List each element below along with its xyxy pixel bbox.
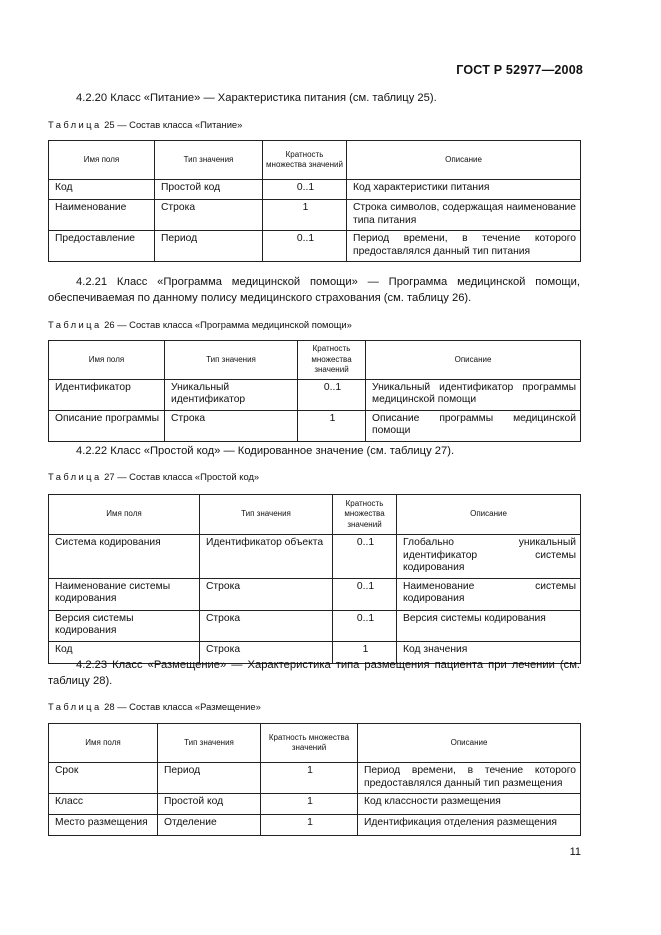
cell-mult: 1 <box>263 200 347 231</box>
cell-mult: 0..1 <box>263 180 347 200</box>
cell-type: Период <box>158 763 261 794</box>
cell-field: Класс <box>49 794 158 815</box>
cell-type: Простой код <box>155 180 263 200</box>
table-28-caption <box>48 701 261 712</box>
cell-field: Предоставление <box>49 231 155 262</box>
cell-mult: 1 <box>261 815 358 836</box>
cell-type: Строка <box>200 610 333 641</box>
column-header-type: Тип значения <box>155 141 263 180</box>
table-row <box>49 610 581 641</box>
table-row <box>49 578 581 610</box>
column-header-desc: Описание <box>347 141 581 180</box>
cell-mult: 1 <box>333 641 397 663</box>
table-header-row <box>49 341 581 380</box>
column-header-mult: Кратность множества значений <box>261 724 358 763</box>
column-header-desc: Описание <box>358 724 581 763</box>
cell-type: Простой код <box>158 794 261 815</box>
table-27 <box>48 494 581 664</box>
table-header-row <box>49 724 581 763</box>
cell-type: Отделение <box>158 815 261 836</box>
table-26-caption <box>48 319 352 330</box>
cell-type: Идентификатор объекта <box>200 535 333 579</box>
cell-type: Строка <box>155 200 263 231</box>
cell-field: Система кодирования <box>49 535 200 579</box>
document-header: ГОСТ Р 52977—2008 <box>456 63 583 77</box>
cell-type: Строка <box>200 641 333 663</box>
table-header-row <box>49 141 581 180</box>
page-number: 11 <box>569 846 581 858</box>
paragraph-4-2-22: 4.2.22 Класс «Простой код» — Кодированное значение (см. таблицу 27). <box>76 445 455 457</box>
column-header-type: Тип значения <box>165 341 298 380</box>
cell-desc: Идентификация отделения размещения <box>358 815 581 836</box>
caption-prefix: Таблица <box>48 319 102 330</box>
table-27-caption <box>48 471 259 482</box>
cell-desc: Наименование системы кодирования <box>397 578 581 610</box>
caption-text: 28 — Состав класса «Размещение» <box>104 701 261 712</box>
column-header-mult: Кратность множества значений <box>333 495 397 535</box>
cell-mult: 1 <box>261 763 358 794</box>
cell-desc: Описание программы медицинской помощи <box>366 410 581 441</box>
cell-mult: 0..1 <box>333 578 397 610</box>
caption-prefix: Таблица <box>48 119 102 130</box>
table-row <box>49 794 581 815</box>
table-row <box>49 379 581 410</box>
cell-mult: 0..1 <box>263 231 347 262</box>
table-row <box>49 815 581 836</box>
caption-text: 26 — Состав класса «Программа медицинской помощи» <box>104 319 352 330</box>
caption-prefix: Таблица <box>48 471 102 482</box>
cell-field: Наименование <box>49 200 155 231</box>
column-header-type: Тип значения <box>158 724 261 763</box>
paragraph-4-2-20: 4.2.20 Класс «Питание» — Характеристика питания (см. таблицу 25). <box>76 92 437 104</box>
column-header-field: Имя поля <box>49 141 155 180</box>
table-25-caption <box>48 119 242 130</box>
cell-field: Срок <box>49 763 158 794</box>
cell-desc: Период времени, в течение которого предоставлялся данный тип размещения <box>358 763 581 794</box>
cell-desc: Уникальный идентификатор программы медицинской помощи <box>366 379 581 410</box>
cell-field: Наименование системы кодирования <box>49 578 200 610</box>
cell-desc: Версия системы кодирования <box>397 610 581 641</box>
table-row <box>49 200 581 231</box>
table-row <box>49 231 581 262</box>
table-header-row <box>49 495 581 535</box>
table-26 <box>48 340 581 442</box>
table-28 <box>48 723 581 836</box>
cell-field: Код <box>49 641 200 663</box>
caption-prefix: Таблица <box>48 701 102 712</box>
table-row <box>49 180 581 200</box>
caption-text: 27 — Состав класса «Простой код» <box>104 471 260 482</box>
cell-desc: Код характеристики питания <box>347 180 581 200</box>
cell-field: Идентификатор <box>49 379 165 410</box>
column-header-field: Имя поля <box>49 341 165 380</box>
paragraph-4-2-23: 4.2.23 Класс «Размещение» — Характеристика типа размещения пациента при лечении (см. таблицу 28). <box>48 659 580 687</box>
cell-desc: Код классности размещения <box>358 794 581 815</box>
column-header-mult: Кратность множества значений <box>298 341 366 380</box>
paragraph-4-2-21: 4.2.21 Класс «Программа медицинской помощи» — Программа медицинской помощи, обеспечиваемая по данному полису медицинского страхования (см. таблицу 26). <box>48 276 580 304</box>
table-row <box>49 535 581 579</box>
column-header-desc: Описание <box>397 495 581 535</box>
cell-type: Уникальный идентификатор <box>165 379 298 410</box>
cell-desc: Период времени, в течение которого предоставлялся данный тип питания <box>347 231 581 262</box>
column-header-desc: Описание <box>366 341 581 380</box>
column-header-field: Имя поля <box>49 495 200 535</box>
table-row <box>49 763 581 794</box>
cell-type: Период <box>155 231 263 262</box>
cell-desc: Код значения <box>397 641 581 663</box>
cell-mult: 0..1 <box>333 610 397 641</box>
cell-mult: 1 <box>298 410 366 441</box>
cell-desc: Глобально уникальный идентификатор системы кодирования <box>397 535 581 579</box>
cell-field: Описание программы <box>49 410 165 441</box>
cell-mult: 0..1 <box>298 379 366 410</box>
cell-desc: Строка символов, содержащая наименование типа питания <box>347 200 581 231</box>
cell-field: Код <box>49 180 155 200</box>
table-row <box>49 410 581 441</box>
cell-type: Строка <box>165 410 298 441</box>
column-header-mult: Кратность множества значений <box>263 141 347 180</box>
table-25 <box>48 140 581 262</box>
caption-text: 25 — Состав класса «Питание» <box>104 119 243 130</box>
cell-mult: 1 <box>261 794 358 815</box>
cell-field: Версия системы кодирования <box>49 610 200 641</box>
column-header-field: Имя поля <box>49 724 158 763</box>
cell-type: Строка <box>200 578 333 610</box>
cell-mult: 0..1 <box>333 535 397 579</box>
column-header-type: Тип значения <box>200 495 333 535</box>
cell-field: Место размещения <box>49 815 158 836</box>
